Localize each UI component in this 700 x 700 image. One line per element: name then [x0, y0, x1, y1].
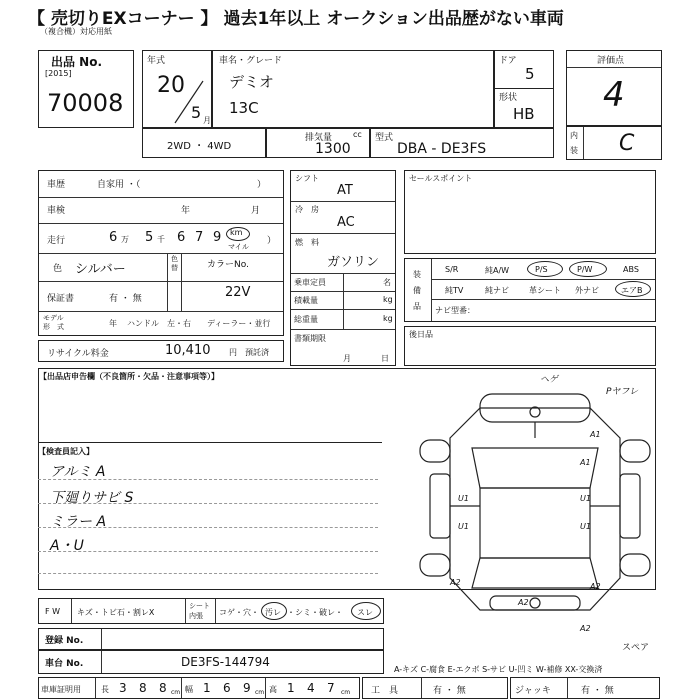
model-type-label-top: モデル [43, 314, 64, 322]
model-month-unit: 月 [203, 116, 211, 125]
recycle-note: 預託済 [245, 348, 269, 357]
equip-navi-model: ナビ型番： [435, 306, 475, 315]
mileage-u1: 万 [121, 235, 129, 244]
cert-h1: 1 [287, 681, 295, 695]
recycle-label: リサイクル料金 [47, 349, 109, 359]
damage-seat-bottom: 内張 [189, 612, 203, 620]
cert-l1: 3 [119, 681, 127, 695]
score-label: 評価点 [597, 56, 625, 66]
jack-label: ジャッキ [515, 686, 551, 696]
equipment-label-3: 品 [413, 302, 421, 311]
damage-fw-label: F W [45, 607, 61, 616]
chassis-value: DE3FS-144794 [181, 655, 270, 669]
drive-box [142, 128, 266, 158]
inspector-line-3: ミラー A [50, 514, 107, 530]
damage-row [38, 598, 384, 624]
model-type-year: 年 [109, 319, 117, 328]
ac-label: 冷 房 [295, 205, 319, 214]
spec-table [38, 170, 284, 336]
model-type-dealer: ディーラー・並行 [207, 319, 271, 328]
damage-text-1: キズ・トビ石・割レX [77, 608, 155, 617]
equip-ps: P/S [535, 265, 548, 274]
model-code-value: DBA - DE3FS [397, 141, 487, 157]
sales-point-box [404, 170, 656, 254]
chassis-label: 車台 No. [45, 659, 84, 669]
doors-label: ドア [499, 56, 517, 66]
capacity-label: 乗車定員 [294, 278, 326, 287]
warranty-value: 有 ・ 無 [109, 294, 142, 304]
equip-sr: S/R [445, 265, 459, 274]
damage-text-3: ・シミ・破レ・ [287, 608, 343, 617]
inspector-line-1: アルミ A [50, 464, 106, 480]
damage-text-2: コゲ・穴・ [219, 608, 259, 617]
inspection-month: 月 [251, 206, 261, 216]
name-label: 車名・グレード [219, 56, 283, 66]
lot-number: 70008 [47, 89, 124, 117]
diag-mark-5: U1 [458, 494, 469, 503]
cert-w2: 6 [223, 681, 231, 695]
equip-tv: 純TV [445, 286, 464, 295]
mileage-d4: 7 [195, 230, 204, 245]
diag-mark-9: A2 [450, 578, 461, 587]
model-type-label-bottom: 形 式 [43, 323, 64, 331]
tools-label: 工 具 [371, 686, 399, 696]
doors-box [494, 50, 554, 89]
diag-mark-11: A2 [590, 582, 601, 591]
body-type-box [494, 88, 554, 128]
color-label: 色 [53, 264, 63, 274]
drive-value: 2WD ・ 4WD [167, 141, 232, 152]
model-year-label: 年式 [147, 56, 166, 66]
model-code-label: 型式 [375, 133, 394, 143]
chassis-box [38, 650, 384, 674]
model-type-handle: ハンドル 左・右 [127, 319, 191, 328]
jack-box [510, 677, 660, 699]
fuel-label: 燃 料 [295, 238, 319, 247]
mileage-km: km [230, 228, 243, 237]
cert-label: 車庫証明用 [41, 685, 81, 694]
diag-mark-1: ヘゲ [540, 375, 559, 385]
body-type-value: HB [513, 105, 535, 123]
name-box [212, 50, 494, 128]
recycle-box [38, 340, 284, 362]
fuel-value: ガソリン [327, 255, 380, 270]
storage-label: 後日品 [409, 330, 433, 339]
jack-value: 有 ・ 無 [581, 686, 614, 696]
displacement-box [266, 128, 370, 158]
interior-box [566, 126, 662, 160]
equip-navi: 純ナビ [485, 286, 509, 295]
history-close: ） [257, 180, 267, 190]
cert-long: 長 [101, 685, 109, 694]
diag-mark-6: U1 [458, 522, 469, 531]
name-model: デミオ [229, 73, 275, 91]
equip-abs: ABS [623, 265, 639, 274]
header-subtitle: （複合機）対応用紙 [40, 27, 112, 36]
cert-box [38, 677, 360, 699]
lot-year-tag: [2015] [45, 69, 72, 78]
model-month-value: 5 [191, 103, 202, 122]
displacement-label: 排気量 [305, 133, 333, 143]
doc-period-day: 日 [381, 354, 389, 363]
equipment-label-1: 装 [413, 270, 421, 279]
diag-mark-8: U1 [580, 522, 591, 531]
inspector-line-2: 下廻りサビ S [50, 490, 134, 506]
mileage-u2: 千 [157, 235, 165, 244]
equipment-box [404, 258, 656, 322]
diag-mark-10: A2 [518, 598, 529, 607]
cert-l3: 8 [159, 681, 167, 695]
color-change-label: 色替 [171, 255, 178, 272]
car-diagram [410, 378, 660, 628]
score-value: 4 [603, 75, 625, 115]
inspector-box [38, 442, 382, 588]
gross-label: 総重量 [294, 315, 318, 324]
doors-value: 5 [525, 65, 535, 83]
recycle-value: 10,410 [165, 343, 211, 358]
cert-unit-1: cm [171, 689, 181, 696]
equip-pw: P/W [577, 265, 593, 274]
ac-value: AC [337, 215, 355, 230]
cert-l2: 8 [139, 681, 147, 695]
damage-seat-top: シート [189, 602, 210, 610]
shift-label: シフト [295, 174, 319, 183]
mileage-d3: 6 [177, 230, 186, 245]
diag-mark-12: A2 [580, 624, 591, 633]
mileage-paren: ） [267, 236, 277, 246]
registration-label: 登録 No. [45, 636, 84, 646]
equip-ext-navi: 外ナビ [575, 286, 599, 295]
registration-box [38, 628, 384, 650]
cert-h3: 7 [327, 681, 335, 695]
load-unit: kg [383, 295, 393, 304]
mileage-d2: 5 [145, 230, 154, 245]
equip-alloy: 純A/W [485, 266, 510, 275]
diag-mark-3: A1 [590, 430, 601, 439]
displacement-unit: cc [353, 130, 362, 139]
inspection-label: 車検 [47, 206, 66, 216]
history-value: 自家用 ・（ [97, 180, 141, 190]
color-value: シルバー [75, 262, 126, 277]
cert-unit-2: cm [255, 689, 265, 696]
diag-mark-7: U1 [580, 494, 591, 503]
mileage-mile: マイル [228, 243, 249, 251]
equip-airbag: エアB [621, 286, 643, 295]
equip-leather: 革シート [529, 286, 561, 295]
color-code-label: カラーNo. [207, 260, 249, 270]
color-code: 22V [225, 285, 251, 300]
damage-legend: A-キズ C-腐食 E-エクボ S-サビ U-凹ミ W-補修 XX-交換済 [394, 665, 603, 674]
inspector-line-4: A・U [50, 538, 84, 554]
inspector-label: 【検査員記入】 [38, 447, 94, 456]
mileage-label: 走行 [47, 236, 66, 246]
cert-w3: 9 [243, 681, 251, 695]
sales-point-label: セールスポイント [409, 174, 473, 183]
cert-wide: 幅 [185, 685, 193, 694]
mileage-d1: 6 [109, 230, 118, 245]
displacement-value: 1300 [315, 141, 351, 157]
damage-scratch: スレ [357, 608, 373, 617]
score-box [566, 50, 662, 126]
history-label: 車歴 [47, 180, 66, 190]
mid-spec-table [290, 170, 396, 366]
mileage-d5: 9 [213, 230, 222, 245]
tools-value: 有 ・ 無 [433, 686, 466, 696]
doc-period-month: 月 [343, 354, 351, 363]
diag-mark-2: Pヤフレ [606, 387, 639, 397]
interior-label-top: 内 [570, 131, 578, 140]
cert-h2: 4 [307, 681, 315, 695]
inspection-year: 年 [181, 206, 191, 216]
cert-high: 高 [269, 685, 277, 694]
interior-label-bottom: 装 [570, 146, 578, 155]
doc-period-label: 書類期限 [294, 334, 326, 343]
shift-value: AT [337, 183, 353, 198]
model-year-value: 20 [157, 73, 185, 98]
load-label: 積載量 [294, 296, 318, 305]
header-title: 【 売切りEXコーナー 】 過去1年以上 オークション出品歴がない車両 [28, 9, 564, 29]
warranty-label: 保証書 [47, 294, 75, 304]
interior-value: C [619, 131, 635, 156]
storage-box [404, 326, 656, 366]
gross-unit: kg [383, 314, 393, 323]
lot-box [38, 50, 134, 128]
lot-label: 出品 No. [51, 55, 103, 69]
model-year-box [142, 50, 212, 128]
model-code-box [370, 128, 554, 158]
damage-stain: 汚レ [265, 608, 281, 617]
recycle-unit: 円 [229, 348, 237, 357]
cert-unit-3: cm [341, 689, 351, 696]
equipment-label-2: 備 [413, 286, 421, 295]
diag-mark-4: A1 [580, 458, 591, 467]
seller-notes-label: 【出品店申告欄（不良箇所・欠品・注意事項等）】 [39, 372, 219, 381]
body-type-label: 形状 [499, 93, 518, 103]
tools-box [362, 677, 508, 699]
cert-w1: 1 [203, 681, 211, 695]
name-grade: 13C [229, 99, 259, 117]
capacity-unit: 名 [383, 278, 391, 287]
spare-label: スペア [622, 643, 650, 653]
